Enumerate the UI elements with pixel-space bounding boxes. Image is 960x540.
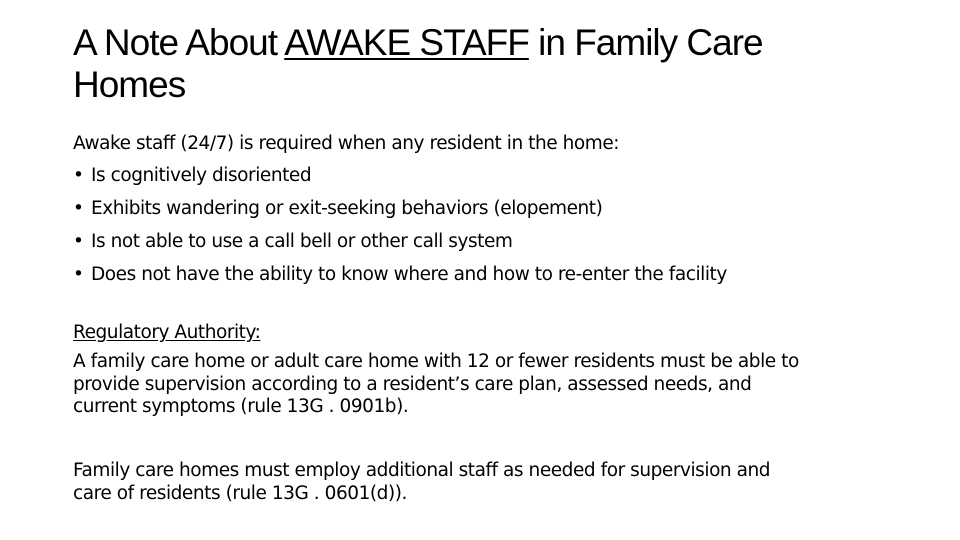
bullet-icon: • — [73, 264, 84, 285]
regulatory-heading: Regulatory Authority: — [73, 322, 261, 343]
slide-title — [73, 22, 933, 106]
list-item-text: Is cognitively disoriented — [91, 165, 312, 186]
list-item-text: Exhibits wandering or exit-seeking behaviors (elopement) — [91, 198, 603, 219]
title-suffix: in Family Care — [528, 22, 763, 63]
list-item — [73, 225, 943, 258]
staffing-text — [73, 460, 953, 505]
intro-text: Awake staff (24/7) is required when any resident in the home: — [73, 133, 620, 154]
list-item — [73, 159, 943, 192]
title-prefix: A Note About — [73, 22, 285, 63]
regulatory-line: provide supervision according to a resident’s care plan, assessed needs, and — [73, 373, 752, 395]
regulatory-line: A family care home or adult care home with 12 or fewer residents must be able to — [73, 351, 799, 372]
title-underlined-phrase: AWAKE STAFF — [284, 22, 529, 63]
regulatory-text — [73, 351, 953, 419]
regulatory-line: current symptoms (rule 13G . 0901b). — [73, 396, 409, 417]
bullet-icon: • — [73, 198, 84, 219]
list-item-text: Is not able to use a call bell or other call system — [91, 231, 513, 252]
bullet-icon: • — [73, 165, 84, 186]
list-item — [73, 192, 943, 225]
bullet-icon: • — [73, 231, 84, 252]
staffing-line: Family care homes must employ additional staff as needed for supervision and — [73, 460, 771, 481]
title-line-2: Homes — [73, 64, 186, 105]
list-item — [73, 258, 943, 291]
requirement-list — [73, 159, 943, 291]
list-item-text: Does not have the ability to know where and how to re-enter the facility — [91, 264, 727, 285]
staffing-line: care of residents (rule 13G . 0601(d)). — [73, 482, 407, 504]
